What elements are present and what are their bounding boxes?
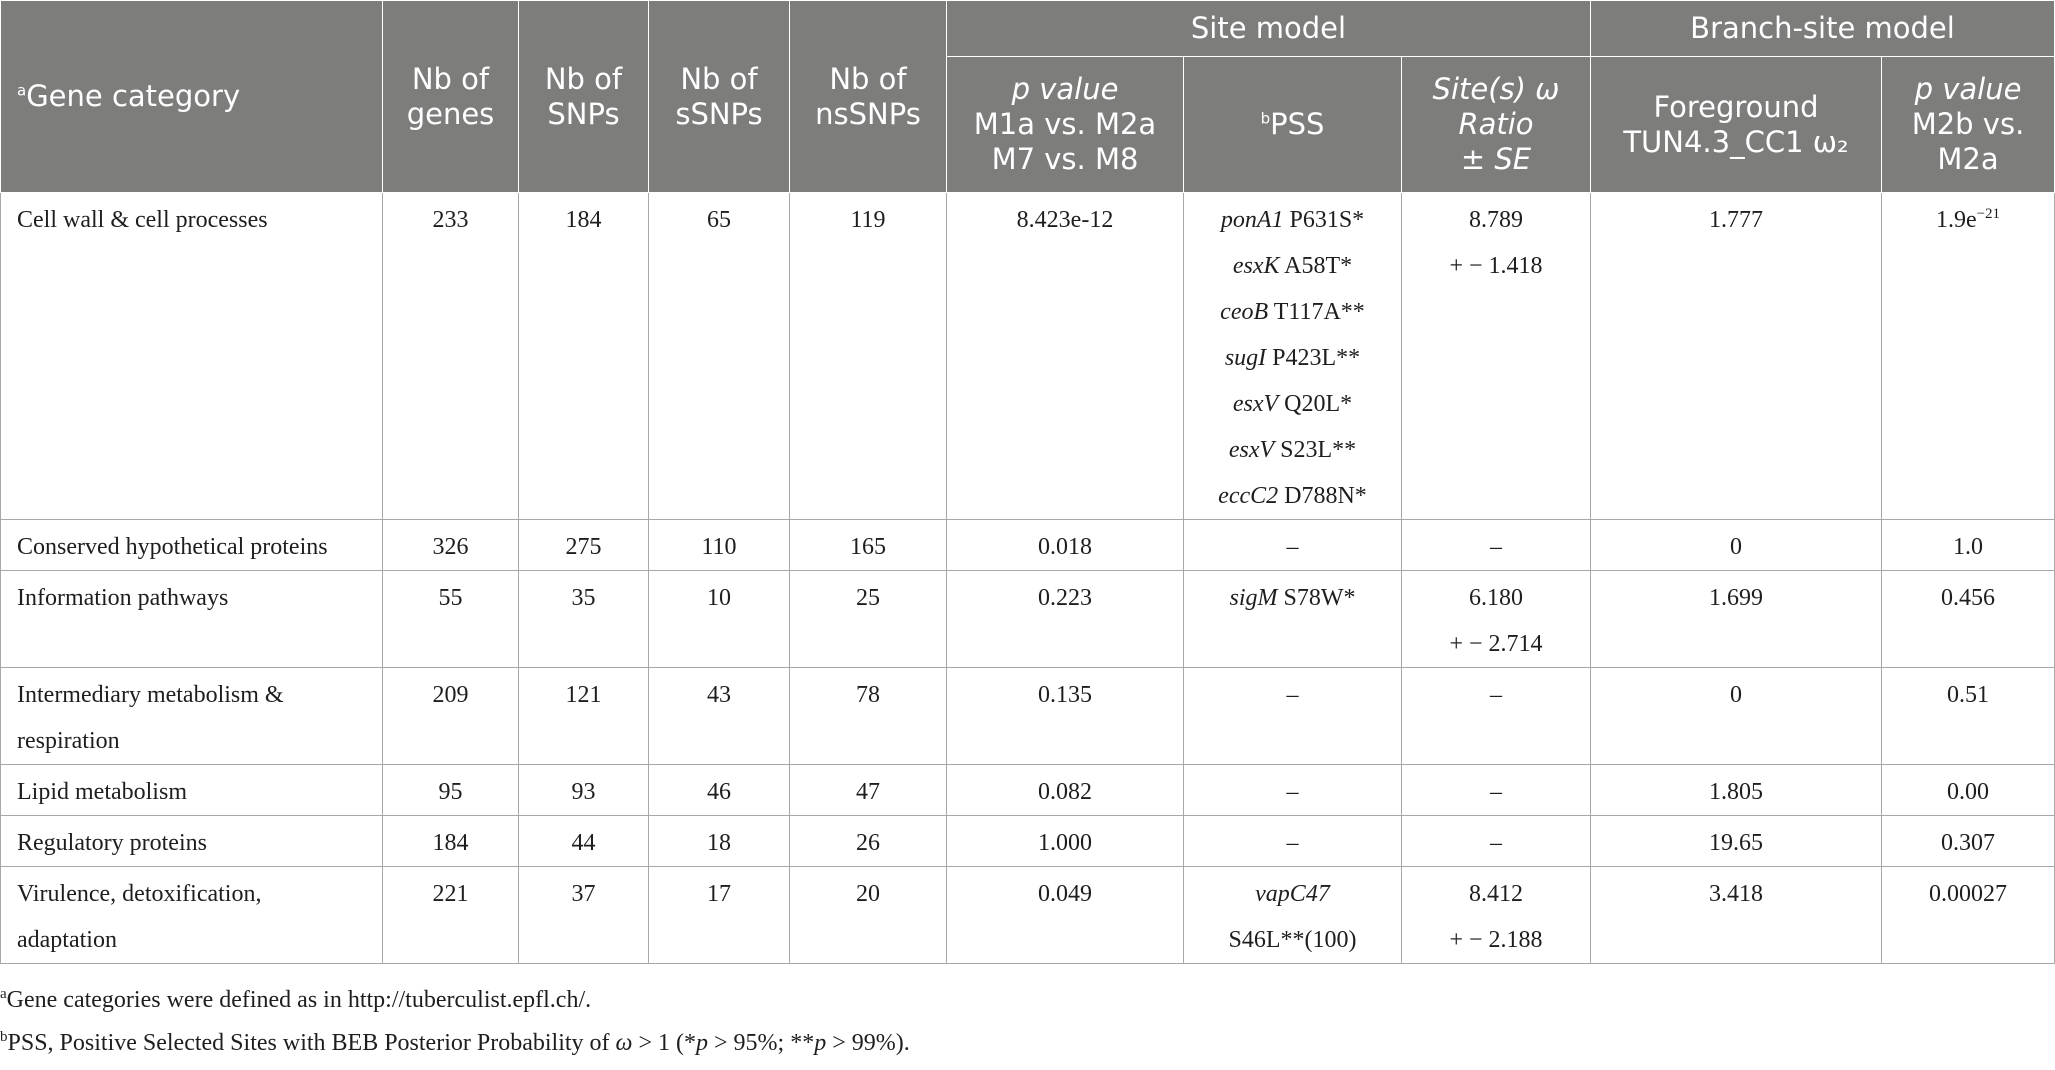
omega-cell: –	[1402, 520, 1591, 571]
ssnps-cell: 46	[649, 765, 790, 816]
header-p-value-site: p value M1a vs. M2a M7 vs. M8	[947, 57, 1184, 193]
p-site-cell: 8.423e-12	[947, 193, 1184, 520]
foreground-cell: 1.699	[1591, 571, 1882, 668]
nssnps-cell: 26	[790, 816, 947, 867]
genes-cell: 95	[383, 765, 519, 816]
pss-entry: esxK A58T*	[1232, 253, 1353, 279]
omega-cell: –	[1402, 765, 1591, 816]
snps-cell: 37	[519, 867, 649, 964]
header-branch-site-model: Branch-site model	[1591, 1, 2055, 57]
footnote-a: $^a$Gene categories were defined as in http://tuberculist.epfl.ch/.	[0, 986, 592, 1013]
pss-cell: –	[1184, 520, 1402, 571]
ssnps-cell: 17	[649, 867, 790, 964]
ssnps-cell: 10	[649, 571, 790, 668]
table-header	[1, 1, 2055, 193]
p-site-cell: 0.135	[947, 668, 1184, 765]
pss-cell	[1184, 193, 1402, 520]
omega-cell: 8.412 + − 2.188	[1402, 867, 1591, 964]
pss-entry: ponA1 P631S*	[1220, 207, 1365, 233]
omega-cell: –	[1402, 816, 1591, 867]
category-cell: Conserved hypothetical proteins	[1, 520, 383, 571]
p-site-cell: 0.049	[947, 867, 1184, 964]
ssnps-cell: 43	[649, 668, 790, 765]
omega-cell: 8.789 + − 1.418	[1402, 193, 1591, 520]
header-site-model: Site model	[947, 1, 1591, 57]
pss-cell	[1184, 571, 1402, 668]
category-cell: Intermediary metabolism & respiration	[1, 668, 383, 765]
nssnps-cell: 78	[790, 668, 947, 765]
header-site-omega: Site(s) ω Ratio ± SE	[1402, 57, 1591, 193]
header-nb-ssnps: Nb of sSNPs	[649, 1, 790, 193]
category-cell: Lipid metabolism	[1, 765, 383, 816]
genes-cell: 221	[383, 867, 519, 964]
pss-entry: esxV Q20L*	[1232, 391, 1353, 417]
category-cell: Regulatory proteins	[1, 816, 383, 867]
pss-cell	[1184, 867, 1402, 964]
table-row	[1, 867, 2055, 964]
snps-cell: 35	[519, 571, 649, 668]
nssnps-cell: 25	[790, 571, 947, 668]
genes-cell: 233	[383, 193, 519, 520]
pss-entry: esxV S23L**	[1228, 437, 1357, 463]
snps-cell: 184	[519, 193, 649, 520]
p-branch-cell: 1.0	[1882, 520, 2055, 571]
foreground-cell: 3.418	[1591, 867, 1882, 964]
snps-cell: 275	[519, 520, 649, 571]
genes-cell: 55	[383, 571, 519, 668]
pss-cell: –	[1184, 765, 1402, 816]
table-row	[1, 668, 2055, 765]
p-branch-cell: 0.51	[1882, 668, 2055, 765]
pss-entry: vapC47	[1255, 881, 1330, 907]
genes-cell: 209	[383, 668, 519, 765]
table-row	[1, 765, 2055, 816]
ssnps-cell: 18	[649, 816, 790, 867]
header-foreground: Foreground TUN4.3_CC1 ω₂	[1591, 57, 1882, 193]
category-cell: Cell wall & cell processes	[1, 193, 383, 520]
p-site-cell: 0.082	[947, 765, 1184, 816]
table-row	[1, 520, 2055, 571]
nssnps-cell: 119	[790, 193, 947, 520]
table-row	[1, 571, 2055, 668]
omega-cell: 6.180 + − 2.714	[1402, 571, 1591, 668]
genes-cell: 326	[383, 520, 519, 571]
p-site-cell: 0.223	[947, 571, 1184, 668]
p-branch-cell: 0.307	[1882, 816, 2055, 867]
snps-cell: 44	[519, 816, 649, 867]
p-branch-cell: $1.9e^{-21}$	[1882, 193, 2055, 520]
p-site-cell: 0.018	[947, 520, 1184, 571]
nssnps-cell: 20	[790, 867, 947, 964]
header-nb-snps: Nb of SNPs	[519, 1, 649, 193]
header-pss: $^b$PSS	[1184, 57, 1402, 193]
pss-entry: eccC2 D788N*	[1218, 483, 1367, 509]
foreground-cell: 0	[1591, 520, 1882, 571]
table-body	[1, 193, 2055, 964]
foreground-cell: 19.65	[1591, 816, 1882, 867]
ssnps-cell: 110	[649, 520, 790, 571]
table-row	[1, 193, 2055, 520]
header-nb-nssnps: Nb of nsSNPs	[790, 1, 947, 193]
p-branch-cell: 0.00027	[1882, 867, 2055, 964]
pss-cell: –	[1184, 816, 1402, 867]
ssnps-cell: 65	[649, 193, 790, 520]
pss-entry: sigM S78W*	[1229, 585, 1356, 611]
pss-entry: ceoB T117A**	[1220, 299, 1365, 325]
header-p-value-branch: p value M2b vs. M2a	[1882, 57, 2055, 193]
footnote-b: $^b$PSS, Positive Selected Sites with BEB Posterior Probability of ω > 1 (*p > 95%; **p > 99%).	[0, 1029, 910, 1056]
foreground-cell: 1.805	[1591, 765, 1882, 816]
header-gene-category: $^a$Gene category	[1, 1, 383, 193]
p-branch-cell: 0.00	[1882, 765, 2055, 816]
omega-cell: –	[1402, 668, 1591, 765]
category-cell: Information pathways	[1, 571, 383, 668]
p-branch-cell: 0.456	[1882, 571, 2055, 668]
p-site-cell: 1.000	[947, 816, 1184, 867]
nssnps-cell: 47	[790, 765, 947, 816]
table-row	[1, 816, 2055, 867]
genes-cell: 184	[383, 816, 519, 867]
pss-cell: –	[1184, 668, 1402, 765]
foreground-cell: 0	[1591, 668, 1882, 765]
nssnps-cell: 165	[790, 520, 947, 571]
pss-entry: S46L**(100)	[1228, 927, 1357, 953]
snps-cell: 121	[519, 668, 649, 765]
category-cell: Virulence, detoxification, adaptation	[1, 867, 383, 964]
foreground-cell: 1.777	[1591, 193, 1882, 520]
snps-cell: 93	[519, 765, 649, 816]
header-nb-genes: Nb of genes	[383, 1, 519, 193]
pss-entry: sugI P423L**	[1224, 345, 1361, 371]
